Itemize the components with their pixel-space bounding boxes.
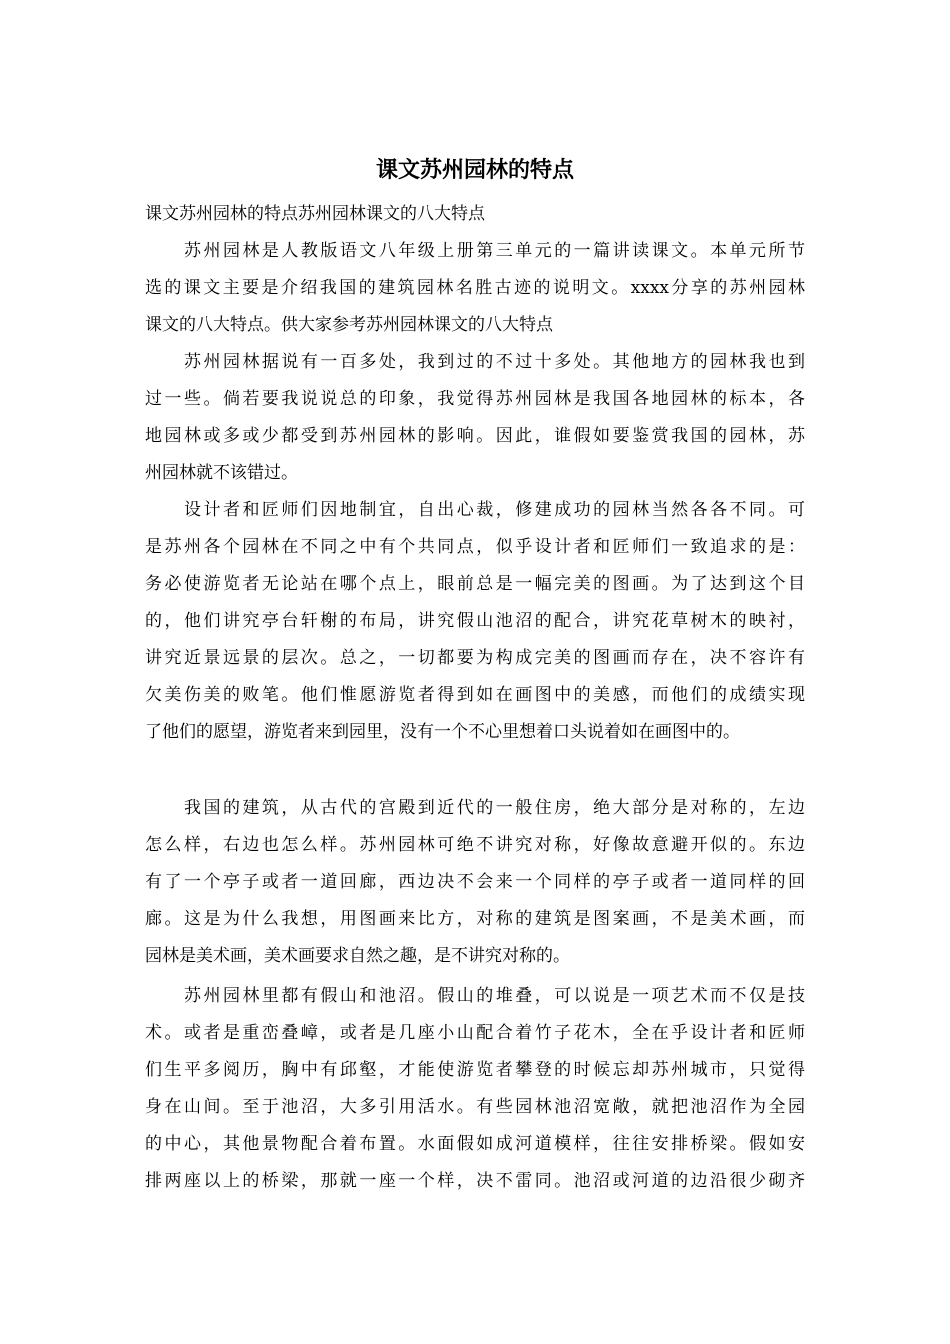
- paragraph-line: 课文的八大特点。供大家参考苏州园林课文的八大特点: [145, 315, 553, 335]
- paragraph-line: 设计者和匠师们因地制宜，自出心裁，修建成功的园林当然各各不同。可: [184, 500, 805, 520]
- paragraph-line: 有了一个亭子或者一道回廊，西边决不会来一个同样的亭子或者一道同样的回: [145, 872, 805, 892]
- paragraph-line: 地园林或多或少都受到苏州园林的影响。因此，谁假如要鉴赏我国的园林，苏: [145, 426, 805, 446]
- document-subtitle: 课文苏州园林的特点苏州园林课文的八大特点: [145, 204, 485, 224]
- paragraph-line: 的，他们讲究亭台轩榭的布局，讲究假山池沼的配合，讲究花草树木的映衬，: [145, 611, 805, 631]
- paragraph-line: 廊。这是为什么我想，用图画来比方，对称的建筑是图案画，不是美术画，而: [145, 909, 805, 929]
- paragraph-rockeries: [145, 978, 805, 1200]
- paragraph-line: 务必使游览者无论站在哪个点上，眼前总是一幅完美的图画。为了达到这个目: [145, 574, 805, 594]
- paragraph-line: 身在山间。至于池沼，大多引用活水。有些园林池沼宽敞，就把池沼作为全园: [145, 1097, 805, 1117]
- paragraph-line: 州园林就不该错过。: [145, 463, 298, 483]
- paragraph-line: 怎么样，右边也怎么样。苏州园林可绝不讲究对称，好像故意避开似的。东边: [145, 835, 805, 855]
- paragraph-line: 排两座以上的桥梁，那就一座一个样，决不雷同。池沼或河道的边沿很少砌齐: [145, 1171, 805, 1191]
- paragraph-line: 术。或者是重峦叠嶂，或者是几座小山配合着竹子花木，全在乎设计者和匠师: [145, 1023, 805, 1043]
- paragraph-line: 了他们的愿望，游览者来到园里，没有一个不心里想着口头说着如在画图中的。: [145, 722, 740, 742]
- paragraph-line: 园林是美术画，美术画要求自然之趣，是不讲究对称的。: [145, 946, 570, 966]
- paragraph-line: 们生平多阅历，胸中有邱壑，才能使游览者攀登的时候忘却苏州城市，只觉得: [145, 1060, 805, 1080]
- paragraph-design: [145, 492, 805, 751]
- paragraph-line: 苏州园林是人教版语文八年级上册第三单元的一篇讲读课文。本单元所节: [184, 241, 805, 261]
- document-title: 课文苏州园林的特点: [375, 157, 574, 183]
- paragraph-line: 苏州园林里都有假山和池沼。假山的堆叠，可以说是一项艺术而不仅是技: [184, 986, 805, 1006]
- paragraph-line: 选的课文主要是介绍我国的建筑园林名胜古迹的说明文。xxxx分享的苏州园林: [145, 278, 805, 298]
- paragraph-line: 我国的建筑，从古代的宫殿到近代的一般住房，绝大部分是对称的，左边: [184, 798, 805, 818]
- paragraph-line: 苏州园林据说有一百多处，我到过的不过十多处。其他地方的园林我也到: [184, 352, 805, 372]
- paragraph-line: 讲究近景远景的层次。总之，一切都要为构成完美的图画而存在，决不容许有: [145, 648, 805, 668]
- paragraph-symmetry: [145, 790, 805, 975]
- paragraph-line: 过一些。倘若要我说说总的印象，我觉得苏州园林是我国各地园林的标本，各: [145, 389, 805, 409]
- paragraph-line: 是苏州各个园林在不同之中有个共同点，似乎设计者和匠师们一致追求的是：: [145, 537, 805, 557]
- paragraph-line: 欠美伤美的败笔。他们惟愿游览者得到如在画图中的美感，而他们的成绩实现: [145, 685, 805, 705]
- paragraph-line: 的中心，其他景物配合着布置。水面假如成河道模样，往往安排桥梁。假如安: [145, 1134, 805, 1154]
- paragraph-intro: [145, 233, 805, 344]
- paragraph-overview: [145, 344, 805, 492]
